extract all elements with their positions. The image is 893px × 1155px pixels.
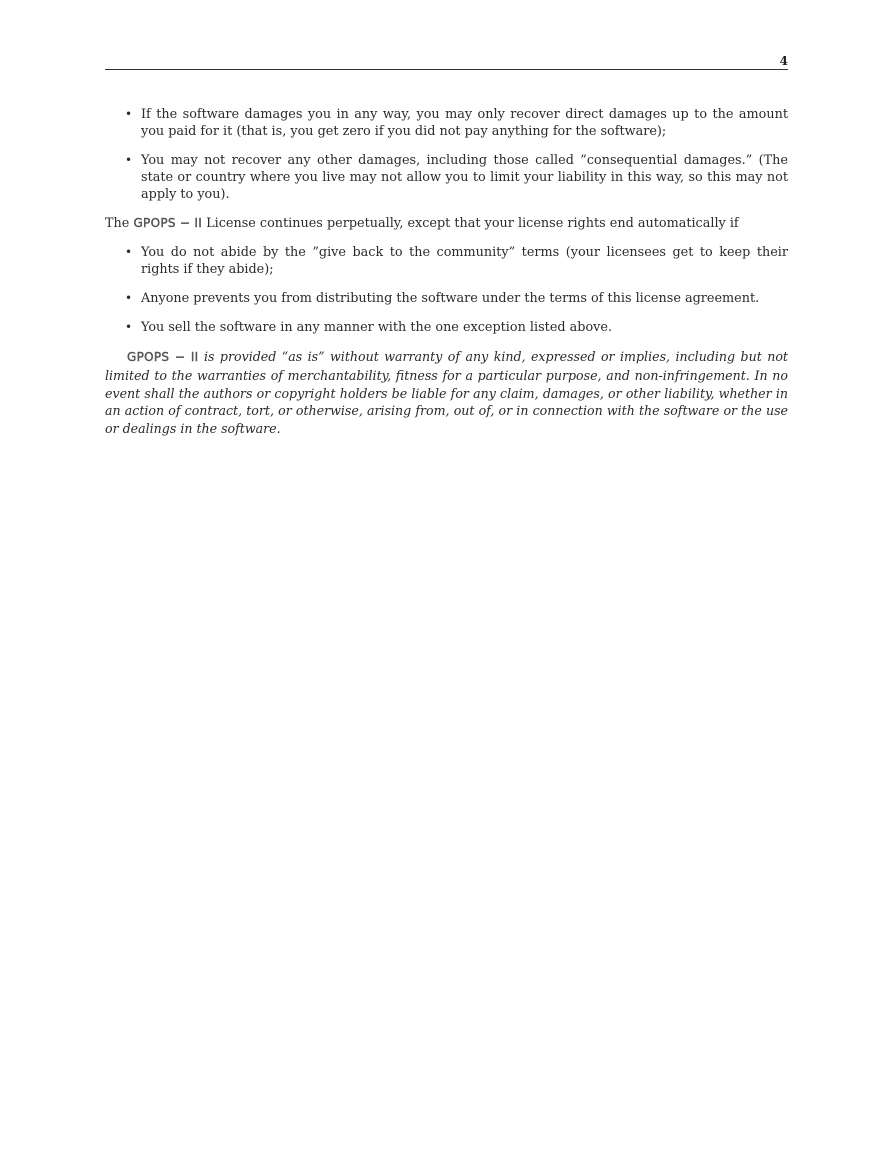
warranty-disclaimer	[105, 348, 788, 438]
disclaimer-text: is provided “as is” without warranty of any kind, expressed or implies, including but not limited to the warranties of merchantability, fitness for a particular purpose, and non-infringement. In no event shall the authors or copyright holders be liable for any claim, damages, or other liability, whether in an action of contract, tort, or otherwise, arising from, out of, or in connection with the software or the use or dealings in the software.	[105, 349, 788, 437]
bullet-icon: •	[125, 245, 133, 259]
list-item	[105, 152, 788, 203]
list-item-text: If the software damages you in any way, you may only recover direct damages up to the amount you paid for it (that is, you get zero if you did not pay anything for the software);	[141, 107, 788, 139]
page-content	[105, 106, 788, 438]
bullet-icon: •	[125, 291, 133, 305]
list-item	[105, 106, 788, 140]
bullet-icon: •	[125, 107, 133, 121]
list-item-text: You sell the software in any manner with the one exception listed above.	[141, 320, 613, 335]
termination-list	[105, 244, 788, 336]
product-name: GPOPS − II	[127, 350, 199, 364]
list-item	[105, 319, 788, 336]
product-name: GPOPS − II	[133, 216, 203, 230]
list-item-text: You may not recover any other damages, including those called ”consequential damages.” (The state or country where you live may not allow you to limit your liability in this way, so this may not apply to you).	[141, 153, 788, 202]
page-number: 4	[779, 54, 788, 68]
continuation-suffix: License continues perpetually, except that your license rights end automatically if	[206, 216, 739, 231]
continuation-paragraph	[105, 215, 788, 232]
list-item	[105, 244, 788, 278]
list-item-text: Anyone prevents you from distributing the software under the terms of this license agreement.	[141, 291, 760, 306]
continuation-prefix: The	[105, 216, 130, 231]
damages-list	[105, 106, 788, 203]
bullet-icon: •	[125, 153, 133, 167]
list-item	[105, 290, 788, 307]
page-header	[105, 52, 788, 70]
header-rule	[105, 69, 788, 70]
bullet-icon: •	[125, 320, 133, 334]
list-item-text: You do not abide by the ”give back to the community” terms (your licensees get to keep their rights if they abide);	[141, 245, 788, 277]
